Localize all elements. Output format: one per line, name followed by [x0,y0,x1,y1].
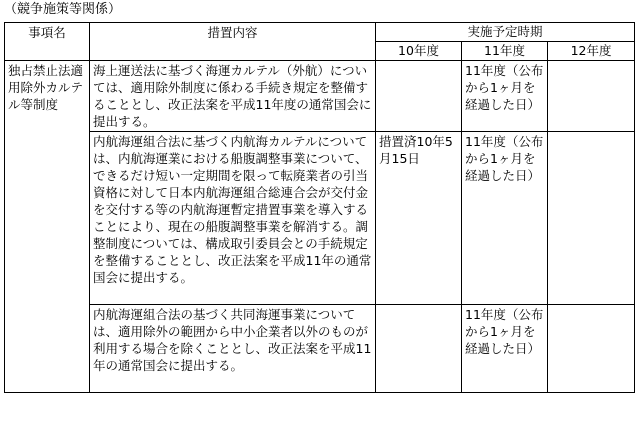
measure-cell: 内航海運組合法の基づく共同海運事業については、適用除外の範囲から中小企業者以外のものが利用する場合を除くこととし、改正法案を平成11年の通常国会に提出する。 [90,305,376,393]
table-row [5,61,635,132]
header-row-top [5,23,635,42]
fy10-cell [376,305,462,393]
measure-cell: 海上運送法に基づく海運カルテル（外航）については、適用除外制度に係わる手続き規定を整備することとし、改正法案を平成11年度の通常国会に提出する。 [90,61,376,132]
header-item: 事項名 [5,23,90,61]
fy12-cell [548,61,635,132]
measures-table [4,22,635,393]
header-measures: 措置内容 [90,23,376,61]
header-year-12: 12年度 [548,42,635,61]
item-cell: 独占禁止法適用除外カルテル等制度 [5,61,90,393]
fy11-cell: 11年度（公布から1ヶ月を経過した日） [462,305,548,393]
caption: （競争施策等関係） [4,2,122,17]
fy11-cell: 11年度（公布から1ヶ月を経過した日） [462,132,548,305]
fy12-cell [548,132,635,305]
fy11-cell: 11年度（公布から1ヶ月を経過した日） [462,61,548,132]
fy10-cell [376,61,462,132]
fy10-cell: 措置済10年5月15日 [376,132,462,305]
header-year-11: 11年度 [462,42,548,61]
table-row [5,305,635,393]
header-year-10: 10年度 [376,42,462,61]
fy12-cell [548,305,635,393]
measure-cell: 内航海運組合法に基づく内航海カルテルについては、内航海運業における船腹調整事業について、できるだけ短い一定期間を限って転廃業者の引当資格に対して日本内航海運組合総連合会が交付金を交付する等の内航海運暫定措置事業を導入することにより、現在の船腹調整事業を解消する。調整制度については、構成取引委員会との手続規定を整備することとし、改正法案を平成11年の通常国会に提出する。 [90,132,376,305]
header-schedule: 実施予定時期 [376,23,635,42]
table-row [5,132,635,305]
